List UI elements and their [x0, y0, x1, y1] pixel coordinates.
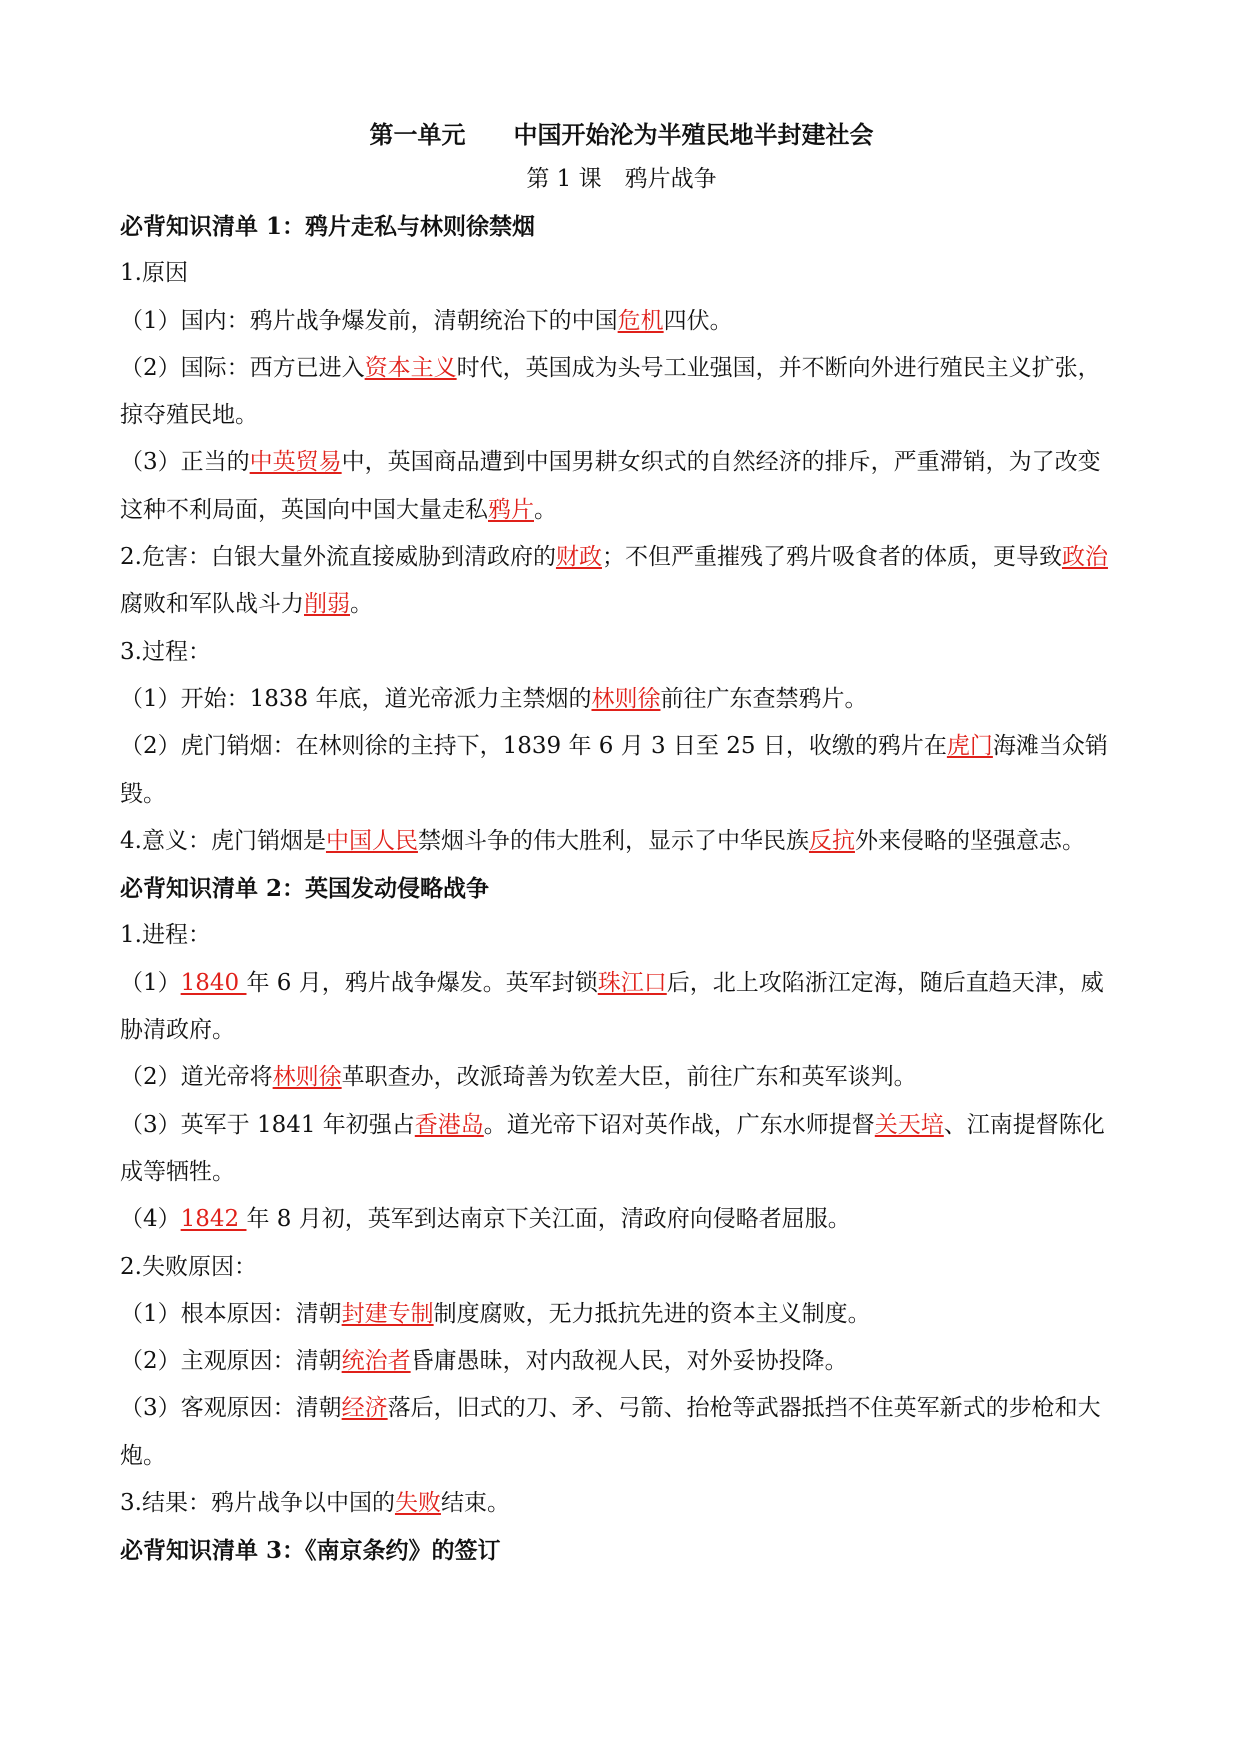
process-start: （1）开始：1838 年底，道光帝派力主禁烟的林则徐前往广东查禁鸦片。 — [120, 685, 868, 712]
process-title: 3.过程： — [120, 638, 211, 665]
failure-subjective: （2）主观原因：清朝统治者昏庸愚昧，对内敌视人民，对外妥协投降。 — [120, 1348, 848, 1375]
lesson-title: 第 1 课 鸦片战争 — [526, 166, 717, 192]
section-1-heading: 必背知识清单 1：鸦片走私与林则徐禁烟 — [120, 213, 536, 240]
harm: 2.危害：白银大量外流直接威胁到清政府的财政；不但严重摧残了鸦片吸食者的体质，更导致政治腐败和军队战斗力削弱。 — [120, 544, 1108, 618]
reason-domestic: （1）国内：鸦片战争爆发前，清朝统治下的中国危机四伏。 — [120, 307, 733, 334]
meaning: 4.意义：虎门销烟是中国人民禁烟斗争的伟大胜利，显示了中华民族反抗外来侵略的坚强意志。 — [120, 827, 1085, 854]
unit-title: 第一单元 中国开始沦为半殖民地半封建社会 — [369, 120, 874, 149]
failure-title: 2.失败原因： — [120, 1253, 257, 1280]
section-3-heading: 必背知识清单 3：《南京条约》的签订 — [120, 1537, 501, 1565]
war-process-2: （2）道光帝将林则徐革职查办，改派琦善为钦差大臣，前往广东和英军谈判。 — [120, 1064, 917, 1091]
process-humen: （2）虎门销烟：在林则徐的主持下，1839 年 6 月 3 日至 25 日，收缴的鸦片在虎门海滩当众销毁。 — [120, 733, 1108, 807]
reason-title: 1.原因 — [120, 260, 188, 287]
war-process-1: （1）1840 年 6 月，鸦片战争爆发。英军封锁珠江口后，北上攻陷浙江定海，随后直趋天津，威胁清政府。 — [120, 969, 1104, 1044]
war-process-3: （3）英军于 1841 年初强占香港岛。道光帝下诏对英作战，广东水师提督关天培、江南提督陈化成等牺牲。 — [120, 1111, 1105, 1185]
failure-root: （1）根本原因：清朝封建专制制度腐败，无力抵抗先进的资本主义制度。 — [120, 1300, 871, 1327]
reason-trade: （3）正当的中英贸易中，英国商品遭到中国男耕女织式的自然经济的排斥，严重滞销，为了改变这种不利局面，英国向中国大量走私鸦片。 — [120, 449, 1101, 523]
war-result: 3.结果：鸦片战争以中国的失败结束。 — [120, 1490, 510, 1517]
reason-international: （2）国际：西方已进入资本主义时代，英国成为头号工业强国，并不断向外进行殖民主义扩张，掠夺殖民地。 — [120, 354, 1101, 429]
war-process-4: （4）1842 年 8 月初，英军到达南京下关江面，清政府向侵略者屈服。 — [120, 1206, 851, 1233]
section-2-heading: 必背知识清单 2：英国发动侵略战争 — [120, 875, 490, 903]
war-process-title: 1.进程： — [120, 922, 211, 949]
failure-objective: （3）客观原因：清朝经济落后，旧式的刀、矛、弓箭、抬枪等武器抵挡不住英军新式的步枪和大炮。 — [120, 1395, 1101, 1469]
